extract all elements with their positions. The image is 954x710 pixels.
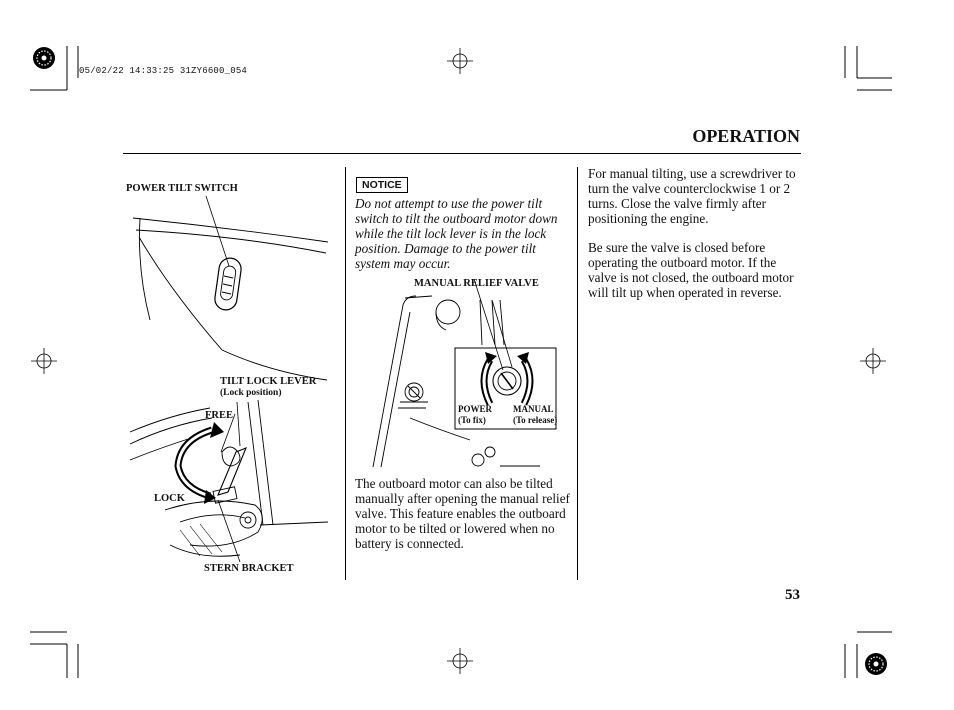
- to-release-label: (To release): [513, 415, 558, 425]
- right-paragraph-2: Be sure the valve is closed before operating the outboard motor. If the valve is not closed, the outboard motor will tilt up when operated in reverse.: [588, 240, 794, 300]
- power-tilt-switch-label: POWER TILT SWITCH: [126, 183, 238, 194]
- page-title: OPERATION: [692, 126, 800, 146]
- page-number: 53: [785, 587, 800, 603]
- stern-bracket-label: STERN BRACKET: [204, 563, 294, 574]
- notice-text: Do not attempt to use the power tilt switch to tilt the outboard motor down while the tilt lock lever is in the lock position. Damage to the power tilt system may occur.: [355, 196, 558, 271]
- print-slug: 05/02/22 14:33:25 31ZY6600_054: [79, 66, 248, 76]
- right-paragraph-1: For manual tilting, use a screwdriver to turn the valve counterclockwise 1 or 2 turns. Close the valve firmly after positioning the engine.: [588, 166, 796, 226]
- power-label: POWER: [458, 404, 493, 414]
- valve-direction-arrows: [484, 352, 530, 404]
- lock-position-label: (Lock position): [220, 388, 282, 398]
- manual-relief-valve-label: MANUAL RELIEF VALVE: [414, 278, 539, 289]
- tilt-lock-lever-label: TILT LOCK LEVER: [220, 376, 317, 387]
- notice-badge: NOTICE: [356, 177, 408, 193]
- manual-tilt-paragraph: The outboard motor can also be tilted manually after opening the manual relief valve. This feature enables the outboard motor to be tilted or lowered when no battery is connected.: [355, 476, 570, 551]
- manual-label: MANUAL: [513, 404, 554, 414]
- to-fix-label: (To fix): [458, 415, 486, 425]
- lock-label: LOCK: [154, 493, 185, 504]
- free-label: FREE: [205, 410, 234, 421]
